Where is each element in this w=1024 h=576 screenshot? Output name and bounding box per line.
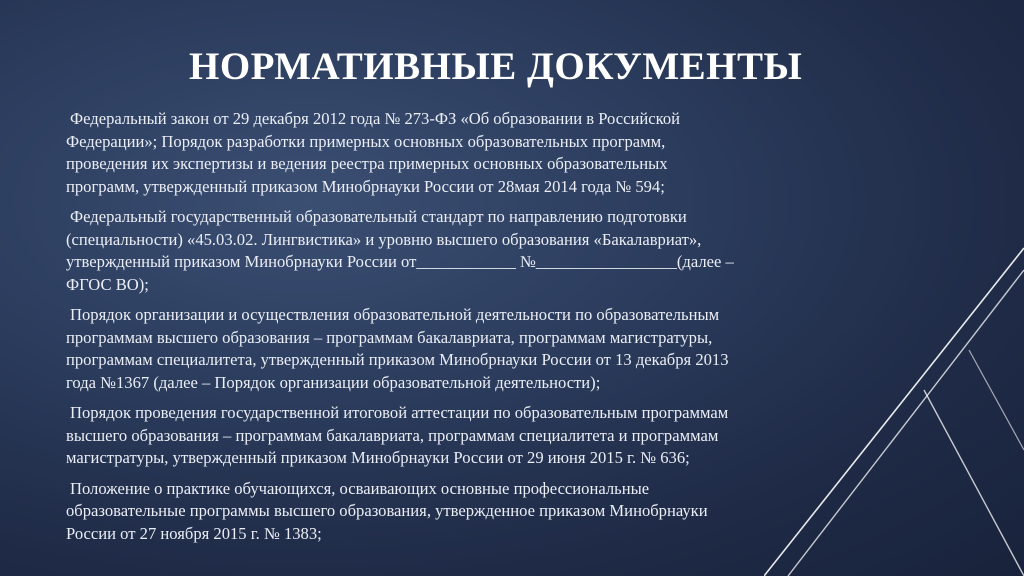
list-item: Федеральный государственный образовательный стандарт по направлению подготовки (специальности) «45.03.02. Лингвистика» и уровню высшего образования «Бакалавриат», утвержденный приказом Минобрнауки России от____________ №_________________(далее – ФГОС ВО);	[66, 207, 734, 294]
list-item: Федеральный закон от 29 декабря 2012 года № 273-ФЗ «Об образовании в Российской Федерации»; Порядок разработки примерных основных образовательных программ, проведения их экспертизы и ведения реестра примерных основных образовательных программ, утвержденный приказом Минобрнауки России от 28мая 2014 года № 594;	[66, 109, 680, 196]
decor-line	[924, 390, 1024, 576]
document-list	[66, 108, 846, 553]
list-item: Положение о практике обучающихся, осваивающих основные профессиональные образовательные программы высшего образования, утвержденное приказом Минобрнауки России от 27 ноября 2015 г. № 1383;	[66, 478, 708, 543]
decor-line	[788, 270, 1024, 576]
list-item: Порядок проведения государственной итоговой аттестации по образовательным программам высшего образования – программам бакалавриата, программам специалитета и программам магистратуры, утвержденный приказом Минобрнауки России от 29 июня 2015 г. № 636;	[66, 403, 729, 467]
decor-line	[764, 248, 1024, 576]
decorative-lines	[764, 230, 1024, 576]
list-item: Порядок организации и осуществления образовательной деятельности по образовательным программам высшего образования – программам бакалавриата, программам магистратуры, программам специалитета, утвержденный приказом Минобрнауки России от 13 декабря 2013 года №1367 (далее – Порядок организации образовательной деятельности);	[66, 305, 729, 392]
slide-title: НОРМАТИВНЫЕ ДОКУМЕНТЫ	[189, 45, 803, 88]
decor-line	[969, 350, 1024, 450]
